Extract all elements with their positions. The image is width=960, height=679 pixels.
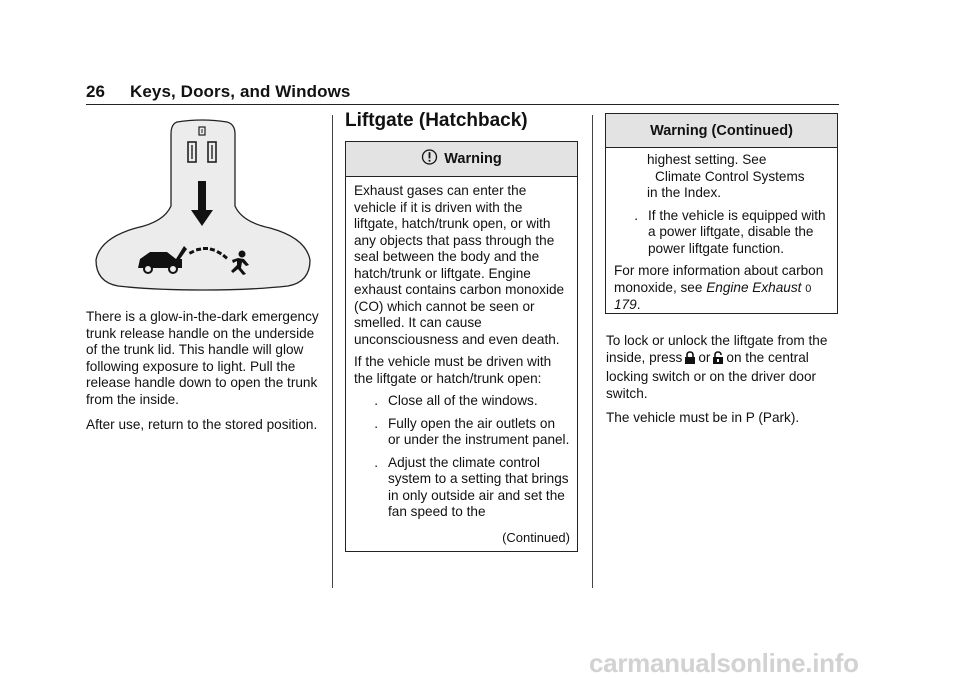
- bullet-text: If the vehicle is equipped with a power liftgate, disable the power liftgate function.: [648, 207, 826, 256]
- warning-body: [346, 177, 577, 521]
- lock-or-text: or: [698, 349, 711, 365]
- bullet-symbol: .: [374, 415, 378, 431]
- section-heading: Liftgate (Hatchback): [345, 110, 528, 131]
- trunk-release-description: [86, 309, 322, 443]
- bullet-symbol: .: [634, 207, 638, 223]
- warning-continued-header: Warning (Continued): [606, 114, 837, 148]
- chapter-title: Keys, Doors, and Windows: [130, 82, 351, 101]
- page-header: [86, 82, 350, 102]
- continued-line-3: in the Index.: [647, 185, 722, 200]
- bullet-text: Close all of the windows.: [388, 393, 538, 408]
- header-rule: [86, 104, 839, 105]
- col1-paragraph-2: After use, return to the stored position.: [86, 417, 318, 432]
- list-item: [614, 208, 830, 258]
- unlock-icon: [712, 351, 724, 370]
- watermark: carmanualsonline.info: [589, 648, 859, 678]
- ref-end: .: [636, 297, 641, 312]
- ref-page[interactable]: 179: [614, 297, 637, 312]
- more-info-lead: For more information about carbon monoxide, see: [614, 263, 824, 295]
- continued-label: (Continued): [502, 530, 570, 545]
- park-paragraph: The vehicle must be in P (Park).: [606, 410, 800, 425]
- warning-continued-body: [606, 148, 837, 314]
- more-info-text: [614, 263, 830, 314]
- continued-lines: [614, 152, 830, 202]
- list-item: [354, 416, 570, 449]
- lock-icon: [684, 351, 696, 370]
- warning-icon: [421, 149, 438, 169]
- continued-line-1: highest setting. See: [647, 152, 767, 167]
- column-divider-right: [592, 115, 593, 588]
- lock-paragraph: [606, 333, 840, 402]
- continued-line-2: Climate Control Systems: [655, 168, 805, 184]
- warning-box: [345, 141, 578, 552]
- list-item: [354, 455, 570, 521]
- engine-exhaust-link[interactable]: Engine Exhaust: [706, 279, 802, 295]
- bullet-symbol: .: [374, 454, 378, 470]
- liftgate-lock-text: [606, 333, 840, 435]
- warning-paragraph-2: If the vehicle must be driven with the liftgate or hatch/trunk open:: [354, 354, 552, 386]
- col1-paragraph-1: There is a glow-in-the-dark emergency trunk release handle on the underside of the trunk lid. This handle will glow following exposure to light. Pull the release handle down to open the trunk from the inside.: [86, 309, 319, 407]
- column-divider-left: [332, 115, 333, 588]
- trunk-release-handle-illustration: [92, 118, 314, 296]
- page-number: 26: [86, 82, 106, 101]
- warning-continued-box: [605, 113, 838, 314]
- bullet-symbol: .: [374, 393, 378, 408]
- ref-symbol: 0: [805, 282, 812, 295]
- warning-header: [346, 142, 577, 177]
- warning-title: Warning: [444, 151, 502, 167]
- lock-text-end: on the central locking switch or on the driver door switch.: [606, 349, 817, 401]
- bullet-text: Adjust the climate control system to a setting that brings in only outside air and set the fan speed to the: [388, 454, 569, 519]
- list-item: [354, 393, 570, 410]
- bullet-text: Fully open the air outlets on or under the instrument panel.: [388, 415, 570, 447]
- warning-paragraph-1: Exhaust gases can enter the vehicle if it is driven with the liftgate, hatch/trunk open, or with any objects that pass through the seal between the body and the hatch/trunk or liftgate. Engine exhaust contains carbon monoxide (CO) which cannot be seen or smelled. It can cause unconsciousness and even death.: [354, 183, 565, 347]
- lock-text-start: To lock or unlock the liftgate from the inside, press: [606, 333, 828, 365]
